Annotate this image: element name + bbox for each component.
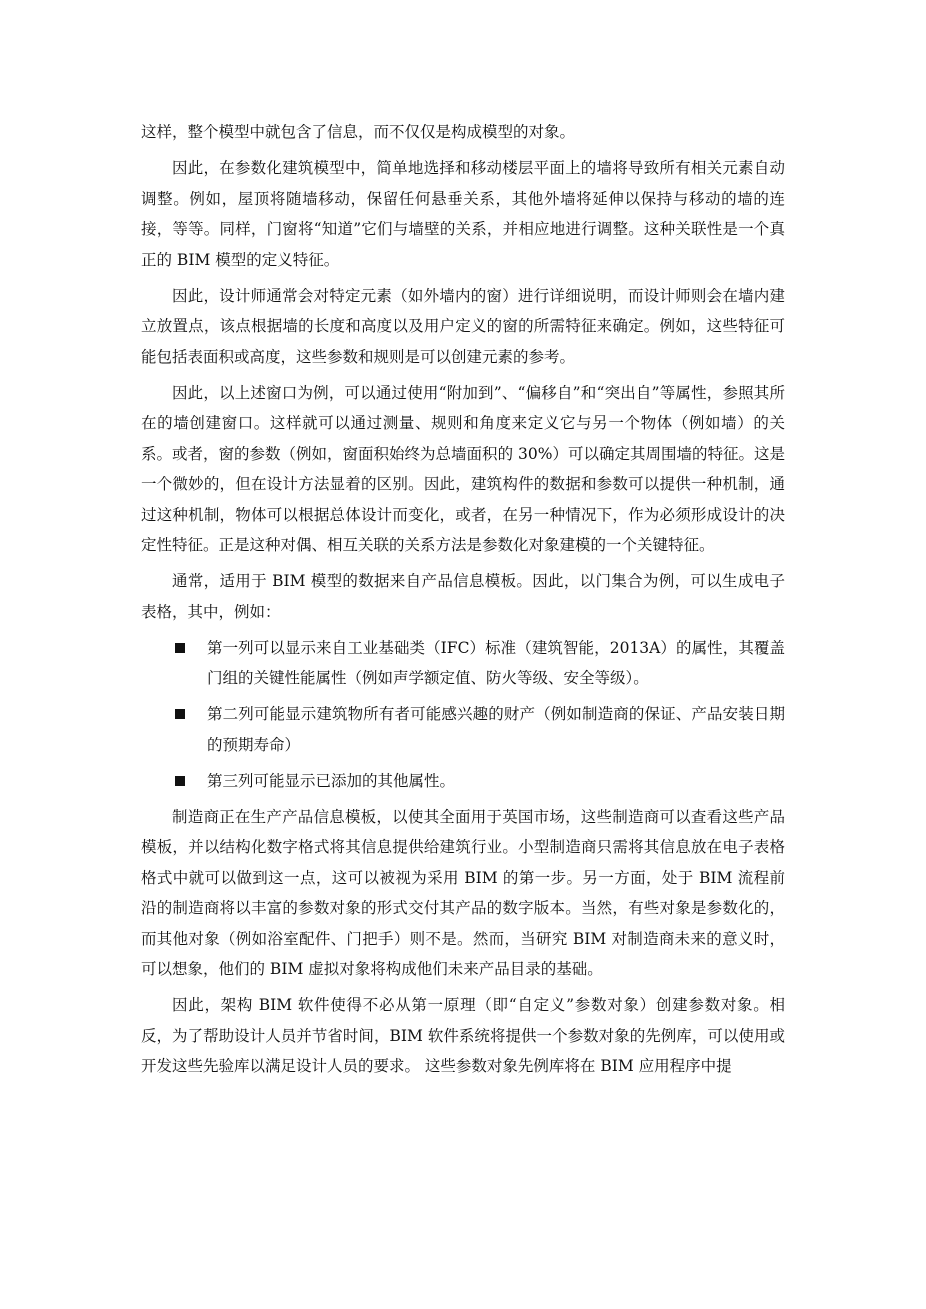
paragraph: 因此，以上述窗口为例，可以通过使用“附加到”、“偏移自”和“突出自”等属性，参照其所在的墙创建窗口。这样就可以通过测量、规则和角度来定义它与另一个物体（例如墙）的关系。或者，窗的参数（例如，窗面积始终为总墙面积的 30%）可以确定其周围墙的特征。这是一个微妙的，但在设计方法显着的区别。因此，建筑构件的数据和参数可以提供一种机制，通过这种机制，物体可以根据总体设计而变化，或者，在另一种情况下，作为必须形成设计的决定性特征。正是这种对偶、相互关联的关系方法是参数化对象建模的一个关键特征。 bbox=[141, 383, 785, 554]
paragraph: 因此，在参数化建筑模型中，简单地选择和移动楼层平面上的墙将导致所有相关元素自动调整。例如，屋顶将随墙移动，保留任何悬垂关系，其他外墙将延伸以保持与移动的墙的连接，等等。同样，门窗将“知道”它们与墙壁的关系，并相应地进行调整。这种关联性是一个真正的 BIM 模型的定义特征。 bbox=[141, 159, 785, 269]
square-bullet-icon bbox=[175, 709, 185, 719]
list-item bbox=[141, 633, 785, 694]
list-item-text: 第一列可以显示来自工业基础类（IFC）标准（建筑智能，2013A）的属性，其覆盖门组的关键性能属性（例如声学额定值、防火等级、安全等级）。 bbox=[207, 638, 785, 687]
bullet-list bbox=[141, 633, 785, 797]
paragraph: 这样，整个模型中就包含了信息，而不仅仅是构成模型的对象。 bbox=[141, 123, 576, 141]
list-item-text: 第三列可能显示已添加的其他属性。 bbox=[207, 771, 456, 790]
square-bullet-icon bbox=[175, 776, 185, 786]
paragraph: 通常，适用于 BIM 模型的数据来自产品信息模板。因此，以门集合为例，可以生成电子表格，其中，例如： bbox=[141, 572, 785, 621]
square-bullet-icon bbox=[175, 643, 185, 653]
document-body bbox=[141, 117, 785, 1087]
paragraph: 因此，设计师通常会对特定元素（如外墙内的窗）进行详细说明，而设计师则会在墙内建立放置点，该点根据墙的长度和高度以及用户定义的窗的所需特征来确定。例如，这些特征可能包括表面积或高度，这些参数和规则是可以创建元素的参考。 bbox=[141, 286, 785, 366]
list-item bbox=[141, 699, 785, 760]
paragraph: 因此，架构 BIM 软件使得不必从第一原理（即“自定义”参数对象）创建参数对象。相反，为了帮助设计人员并节省时间，BIM 软件系统将提供一个参数对象的先例库，可以使用或开发这些先验库以满足设计人员的要求。 这些参数对象先例库将在 BIM 应用程序中提 bbox=[141, 996, 785, 1075]
paragraph: 制造商正在生产产品信息模板，以使其全面用于英国市场，这些制造商可以查看这些产品模板，并以结构化数字格式将其信息提供给建筑行业。小型制造商只需将其信息放在电子表格格式中就可以做到这一点，这可以被视为采用 BIM 的第一步。另一方面，处于 BIM 流程前沿的制造商将以丰富的参数对象的形式交付其产品的数字版本。当然，有些对象是参数化的，而其他对象（例如浴室配件、门把手）则不是。然而，当研究 BIM 对制造商未来的意义时，可以想象，他们的 BIM 虚拟对象将构成他们未来产品目录的基础。 bbox=[141, 807, 785, 978]
list-item bbox=[141, 766, 785, 797]
list-item-text: 第二列可能显示建筑物所有者可能感兴趣的财产（例如制造商的保证、产品安装日期的预期寿命） bbox=[207, 705, 785, 754]
